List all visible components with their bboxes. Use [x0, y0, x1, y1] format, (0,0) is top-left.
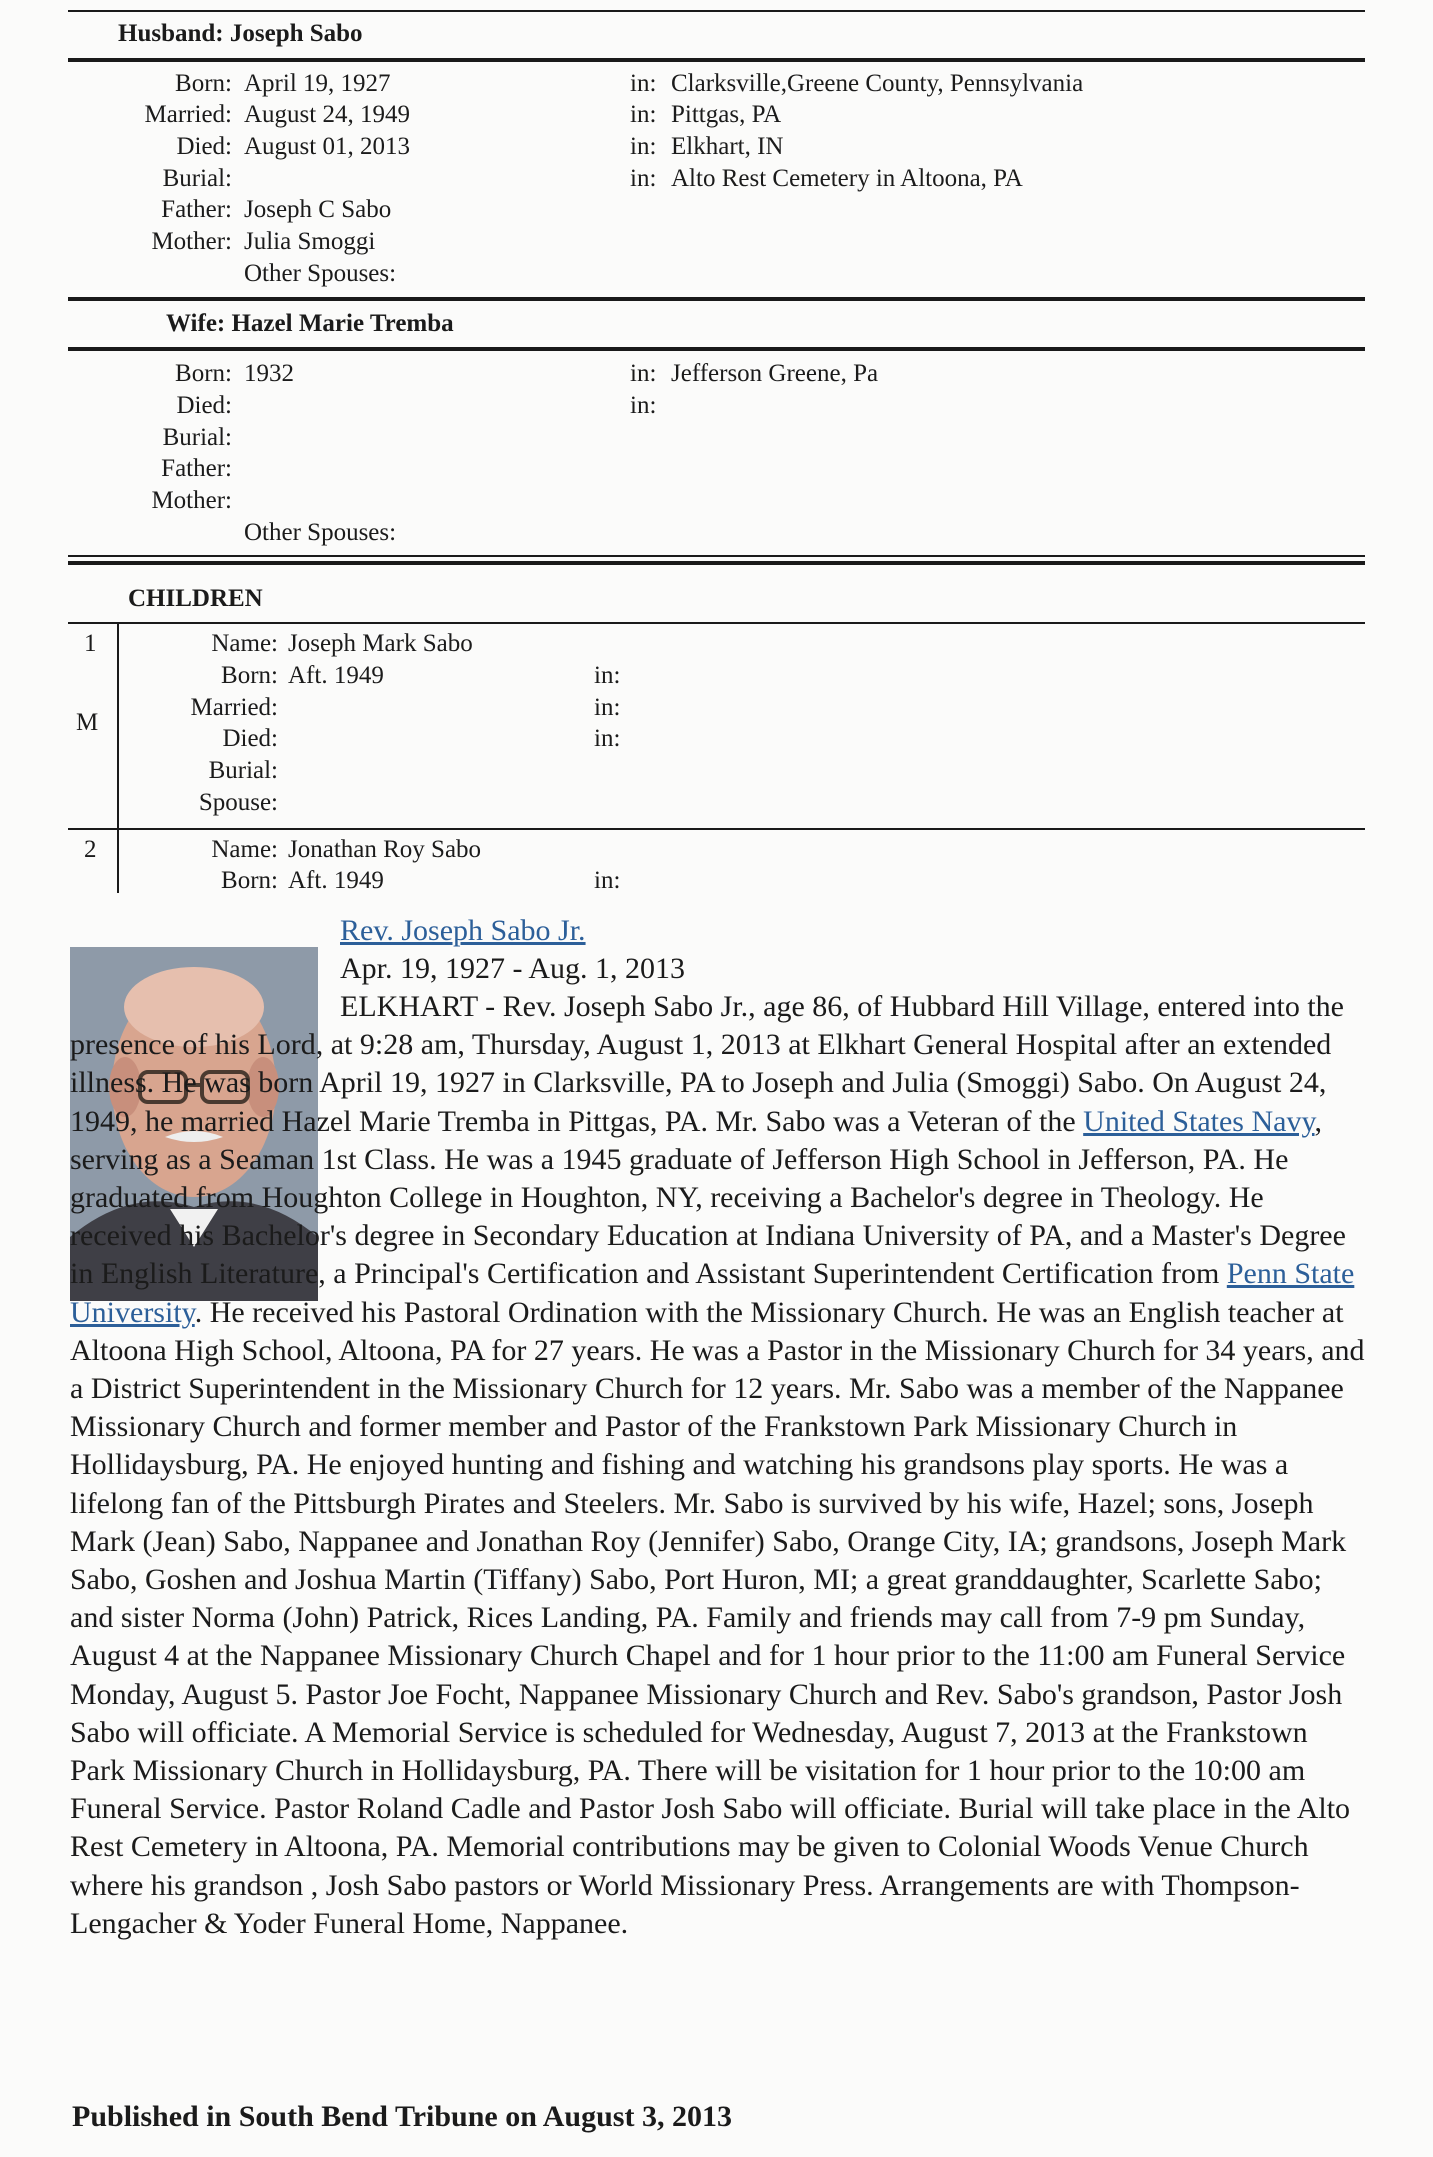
wife-rule — [68, 347, 1365, 351]
published-line: Published in South Bend Tribune on August 3, 2013 — [72, 2100, 732, 2133]
obituary-body: ELKHART - Rev. Joseph Sabo Jr., age 86, of Hubbard Hill Village, entered into the presence of his Lord, at 9:28 am, Thursday, August 1, 2013 at Elkhart General Hospital after an extended illness. He was born April 19, 1927 in Clarksville, PA to Joseph and Julia (Smoggi) Sabo. On August 24, 1949, he married Hazel Marie Tremba in Pittgas, PA. Mr. Sabo was a Veteran of the United States Navy, serving as a Seaman 1st Class. He was a 1945 graduate of Jefferson High School in Jefferson, PA. He graduated from Houghton College in Houghton, NY, receiving a Bachelor's degree in Theology. He received his Bachelor's degree in Secondary Education at Indiana University of PA, and a Master's Degree in English Literature, a Principal's Certification and Assistant Superintendent Certification from Penn State University. He received his Pastoral Ordination with the Missionary Church. He was an English teacher at Altoona High School, Altoona, PA for 27 years. He was a Pastor in the Missionary Church for 34 years, and a District Superintendent in the Missionary Church for 12 years. Mr. Sabo was a member of the Nappanee Missionary Church and former member and Pastor of the Frankstown Park Missionary Church in Hollidaysburg, PA. He enjoyed hunting and fishing and watching his grandsons play sports. He was a lifelong fan of the Pittsburgh Pirates and Steelers. Mr. Sabo is survived by his wife, Hazel; sons, Joseph Mark (Jean) Sabo, Nappanee and Jonathan Roy (Jennifer) Sabo, Orange City, IA; grandsons, Joseph Mark Sabo, Goshen and Joshua Martin (Tiffany) Sabo, Port Huron, MI; a great granddaughter, Scarlette Sabo; and sister Norma (John) Patrick, Rices Landing, PA. Family and friends may call from 7-9 pm Sunday, August 4 at the Nappanee Missionary Church Chapel and for 1 hour prior to the 11:00 am Funeral Service Monday, August 5. Pastor Joe Focht, Nappanee Missionary Church and Rev. Sabo's grandson, Pastor Josh Sabo will officiate. A Memorial Service is scheduled for Wednesday, August 7, 2013 at the Frankstown Park Missionary Church in Hollidaysburg, PA. There will be visitation for 1 hour prior to the 10:00 am Funeral Service. Pastor Roland Cadle and Pastor Josh Sabo will officiate. Burial will take place in the Alto Rest Cemetery in Altoona, PA. Memorial contributions may be given to Colonial Woods Venue Church where his grandson , Josh Sabo pastors or World Missionary Press. Arrangements are with Thompson-Lengacher & Yoder Funeral Home, Nappanee. — [70, 990, 1365, 1940]
top-rule — [68, 10, 1365, 12]
child-sex: M — [76, 709, 99, 736]
wife-header: Wife: Hazel Marie Tremba — [166, 310, 454, 337]
children-rule — [68, 622, 1365, 624]
husband-header: Husband: Joseph Sabo — [118, 20, 363, 47]
obituary-dates: Apr. 19, 1927 - Aug. 1, 2013 — [340, 952, 685, 985]
children-rule-b — [68, 561, 1365, 565]
children-header: CHILDREN — [128, 585, 263, 612]
obituary-name-link[interactable]: Rev. Joseph Sabo Jr. — [340, 914, 586, 947]
children-rule-a — [68, 555, 1365, 557]
wife-rule-top — [68, 297, 1365, 301]
husband-rule — [68, 58, 1365, 62]
child-number: 1 — [84, 630, 97, 657]
psu-link[interactable]: Penn State University — [70, 1257, 1355, 1329]
child-separator — [68, 828, 1365, 830]
navy-link[interactable]: United States Navy — [1083, 1104, 1315, 1138]
child-number: 2 — [84, 836, 97, 863]
